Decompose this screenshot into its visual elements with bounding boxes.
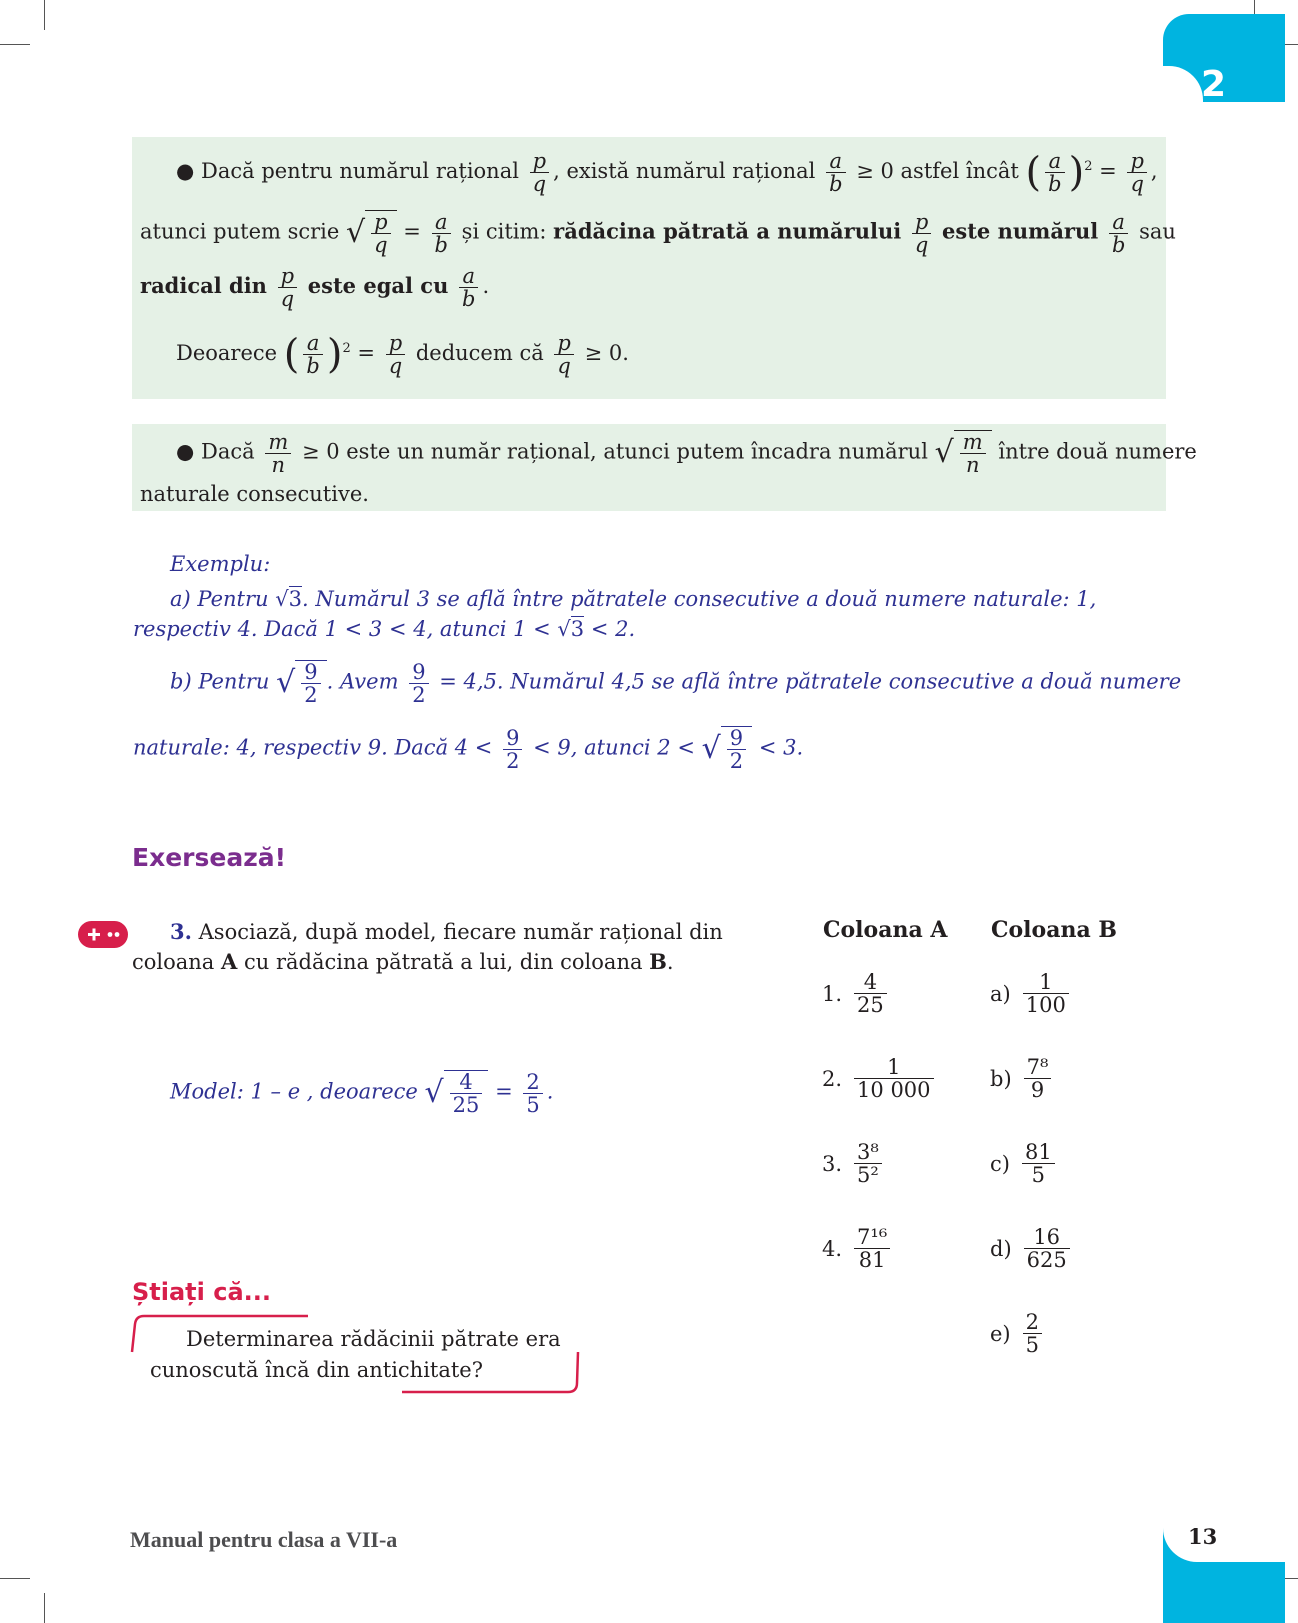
fraction-p-q: $\frac{p}{q}$: [386, 332, 405, 377]
match-item: [990, 1141, 1059, 1186]
exercise-line1: 3. Asociază, după model, fiecare număr rațional din: [170, 919, 723, 944]
column-a-title: Coloana A: [823, 917, 948, 943]
did-you-know-line2: cunoscută încă din antichitate?: [150, 1358, 483, 1382]
fraction-a-b: $\frac{a}{b}$: [432, 211, 451, 256]
did-you-know-title: Știați că...: [132, 1278, 272, 1306]
page-number: 13: [1188, 1524, 1218, 1549]
match-item: [990, 1311, 1046, 1356]
match-item: [990, 971, 1073, 1016]
fraction-m-n: $\frac{m}{n}$: [265, 431, 291, 476]
item-fraction: $\frac{1}{10 000}$: [854, 1056, 933, 1101]
fraction-p-q: $\frac{p}{q}$: [1127, 150, 1146, 195]
bullet: ●: [176, 159, 201, 184]
fraction-p-q: $\frac{p}{q}$: [278, 265, 297, 310]
book-title: Manual pentru clasa a VII-a: [130, 1527, 398, 1552]
crop-mark: [44, 0, 45, 30]
item-fraction: $\frac{16}{625}$: [1024, 1226, 1070, 1271]
fraction-a-b: $\frac{a}{b}$: [826, 150, 845, 195]
match-item: [822, 1056, 938, 1101]
example-a-line2: respectiv 4. Dacă 1 < 3 < 4, atunci 1 < √3 < 2.: [133, 617, 636, 641]
example-label: Exemplu:: [170, 552, 271, 576]
sqrt-m-n: √ $\frac{m}{n}$: [935, 430, 992, 476]
item-fraction: $\frac{\text{7⁸}}{9}$: [1024, 1056, 1052, 1101]
crop-mark: [0, 44, 30, 45]
did-you-know-line1: Determinarea rădăcinii pătrate era: [186, 1327, 561, 1351]
example-b-line2: naturale: 4, respectiv 9. Dacă 4 < $\frac{9}{2}$ < 9, atunci 2 < √ $\frac{9}{2}$ < 3.: [133, 725, 804, 774]
item-fraction: $\frac{\text{3⁸}}{\text{5²}}$: [854, 1141, 882, 1186]
item-label: 1.: [822, 981, 843, 1006]
item-fraction: $\frac{1}{100}$: [1023, 971, 1069, 1016]
fraction-a-b: $\frac{a}{b}$: [303, 332, 322, 377]
match-item: [990, 1226, 1074, 1271]
page-tab: [1163, 1522, 1285, 1623]
box1-line4: Deoarece ( $\frac{a}{b}$ )$^2$ = $\frac{p}{q}$ deducem că $\frac{p}{q}$ ≥ 0.: [176, 331, 629, 379]
fraction-p-q: $\frac{p}{q}$: [554, 332, 573, 377]
bullet: ●: [176, 439, 201, 464]
match-item: [990, 1056, 1055, 1101]
item-label: a): [990, 981, 1011, 1006]
box1-line2: atunci putem scrie √ $\frac{p}{q}$ = $\frac{a}{b}$ și citim: rădăcina pătrată a numărului $\frac{p}{q}$ este numărul $\frac{a}{b}$ sau: [140, 209, 1176, 258]
box2-line1: ● Dacă $\frac{m}{n}$ ≥ 0 este un număr rațional, atunci putem încadra numărul √ $\frac{m}{n}$ între două numere: [176, 429, 1197, 478]
item-label: 2.: [822, 1066, 843, 1091]
match-item: [822, 1226, 894, 1271]
item-label: c): [990, 1151, 1010, 1176]
exercise-line2: coloana A cu rădăcina pătrată a lui, din coloana B.: [132, 949, 674, 974]
box1-line3: radical din $\frac{p}{q}$ este egal cu $\frac{a}{b}$ .: [140, 264, 490, 312]
gamepad-icon: [78, 921, 128, 948]
chapter-number: 2: [1201, 64, 1227, 105]
fraction-p-q: $\frac{p}{q}$: [530, 150, 549, 195]
item-label: 4.: [822, 1236, 843, 1261]
item-fraction: $\frac{81}{5}$: [1022, 1141, 1055, 1186]
example-a-line1: a) Pentru √3. Numărul 3 se află între pătratele consecutive a două numere naturale: 1,: [170, 587, 1097, 611]
model-line: Model: 1 – e , deoarece √ $\frac{4}{25}$ = $\frac{2}{5}$ .: [170, 1069, 554, 1118]
item-label: d): [990, 1236, 1012, 1261]
section-title: Exersează!: [132, 843, 287, 872]
item-label: 3.: [822, 1151, 843, 1176]
match-item: [822, 971, 891, 1016]
column-b-title: Coloana B: [991, 917, 1117, 943]
crop-mark: [0, 1578, 30, 1579]
item-fraction: $\frac{2}{5}$: [1023, 1311, 1042, 1356]
box1-line1: ● Dacă pentru numărul rațional $\frac{p}{q}$ , există numărul rațional $\frac{a}{b}$ ≥ 0 astfel încât ( $\frac{a}{b}$ )$^2$ = $\frac{p}{q}$ ,: [176, 149, 1158, 197]
fraction-a-b: $\frac{a}{b}$: [1109, 211, 1128, 256]
box2-line2: naturale consecutive.: [140, 482, 369, 506]
fraction-a-b: $\frac{a}{b}$: [459, 265, 478, 310]
item-label: e): [990, 1321, 1011, 1346]
fraction-p-q: $\frac{p}{q}$: [912, 211, 931, 256]
example-b-line1: b) Pentru √ $\frac{9}{2}$ . Avem $\frac{9}{2}$ = 4,5. Numărul 4,5 se află între pătratele consecutive a două numere: [170, 659, 1182, 708]
match-item: [822, 1141, 886, 1186]
item-label: b): [990, 1066, 1012, 1091]
fraction-a-b: $\frac{a}{b}$: [1045, 150, 1064, 195]
crop-mark: [44, 1593, 45, 1623]
sqrt-p-q: √ $\frac{p}{q}$: [346, 210, 397, 256]
item-fraction: $\frac{\text{7¹⁶}}{81}$: [854, 1226, 890, 1271]
item-fraction: $\frac{4}{25}$: [854, 971, 887, 1016]
